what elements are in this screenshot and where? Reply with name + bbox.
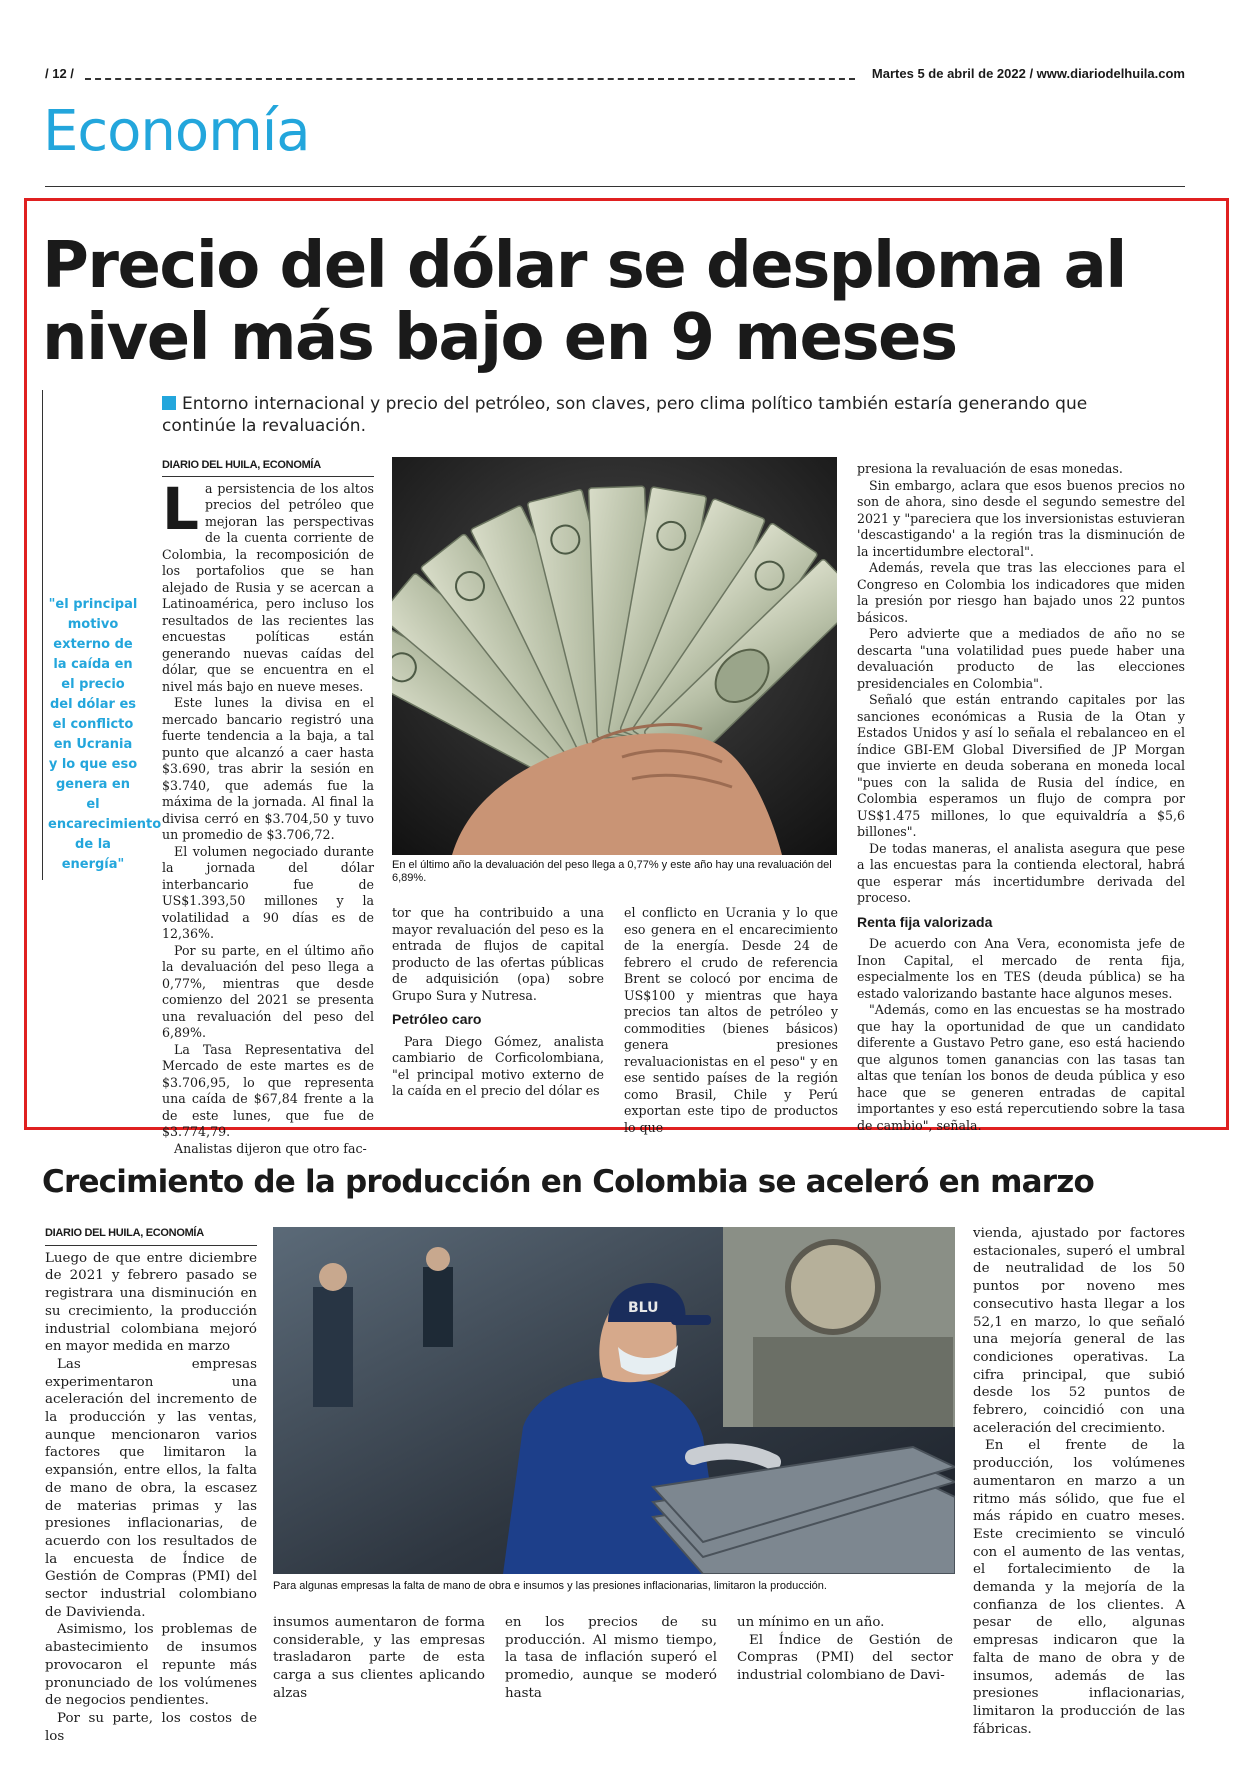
paragraph: Sin embargo, aclara que esos buenos precios no son de ahora, sino desde el segundo semestre del 2021 y "pareciera que los inversionistas estuvieran 'descastigando' a la región tras la disminución de la incertidumbre electoral". bbox=[857, 477, 1185, 559]
cap-text: BLU bbox=[628, 1300, 659, 1316]
subhead-renta-fija: Renta fija valorizada bbox=[857, 913, 993, 930]
paragraph: insumos aumentaron de forma considerable, y las empresas trasladaron parte de esta carga a sus clientes aplicando alzas bbox=[273, 1615, 485, 1701]
article1-col4 bbox=[857, 461, 1185, 1134]
paragraph: La persistencia de los altos precios del petróleo que mejoran las perspectivas de la cuenta corriente de Colombia, la recomposición de los portafolios que se han alejado de Rusia y se acercan a Latinoamérica, pero incluso los resultados de las recientes las encuestas políticas están generando nuevas caídas del dólar, que se encuentra en el nivel más bajo en nueve meses. bbox=[162, 474, 374, 694]
paragraph: Por su parte, los costos de los bbox=[45, 1710, 257, 1744]
byline: DIARIO DEL HUILA, ECONOMÍA bbox=[162, 457, 374, 477]
photo2-caption: Para algunas empresas la falta de mano de obra e insumos y las presiones inflacionarias, limitaron la producción. bbox=[273, 1580, 827, 1592]
article1-col3 bbox=[624, 905, 838, 1136]
article1-lead bbox=[162, 393, 1162, 437]
section-rule bbox=[45, 186, 1185, 187]
paragraph: tor que ha contribuido a una mayor revaluación del peso es la entrada de flujos de capital producto de las ofertas públicas de adquisición (opa) sobre Grupo Sura y Nutresa. bbox=[392, 905, 604, 1003]
header-rule bbox=[85, 78, 855, 80]
paragraph: De todas maneras, el analista asegura que pese a las encuestas para la contienda electoral, habrá que esperar más incertidumbre derivada del proceso. bbox=[857, 840, 1185, 905]
headline-line1: Precio del dólar se desploma al bbox=[42, 229, 1126, 303]
article2-col2 bbox=[273, 1614, 485, 1703]
dropcap: L bbox=[162, 474, 199, 543]
dollar-bills-photo bbox=[392, 457, 837, 855]
factory-worker-photo bbox=[273, 1227, 955, 1574]
paragraph: vienda, ajustado por factores estacionales, superó el umbral de neutralidad de los 50 puntos por noveno mes consecutivo hasta llegar a los 52,1 en marzo, lo que señaló una mejoría general de las condiciones operativas. La cifra principal, que subió desde los 52 puntos de febrero, coincidió con una aceleración del crecimiento. bbox=[973, 1226, 1185, 1436]
square-bullet-icon bbox=[162, 396, 176, 410]
article1-col2 bbox=[392, 905, 604, 1100]
paragraph: Asimismo, los problemas de abastecimiento de insumos provocaron el repunte más pronunciado de los volúmenes de negocios pendientes. bbox=[45, 1622, 257, 1709]
paragraph: El Índice de Gestión de Compras (PMI) del sector industrial colombiano de Davi- bbox=[737, 1632, 953, 1684]
paragraph: en los precios de su producción. Al mismo tiempo, la tasa de inflación superó el promedio, aunque se moderó hasta bbox=[505, 1615, 717, 1701]
headline-line2: nivel más bajo en 9 meses bbox=[42, 301, 957, 375]
article2-col1 bbox=[45, 1225, 257, 1745]
paragraph: Pero advierte que a mediados de año no se descarta "una volatilidad pues puede haber una devaluación producto de las elecciones presidenciales en Colombia". bbox=[857, 626, 1185, 691]
section-title: Economía bbox=[43, 99, 310, 164]
paragraph: "Además, como en las encuestas se ha mostrado que hay la oportunidad de que un candidato diferente a Gustavo Petro gane, eso está haciendo que algunos tomen ganancias con las tasas tan altas que tenían los bonos de deuda pública y eso hace que se generen entradas de capital importantes y eso está repercutiendo sobre la tasa de cambio", señala. bbox=[857, 1002, 1185, 1133]
article2-col4 bbox=[737, 1614, 953, 1685]
photo1-caption: En el último año la devaluación del peso llega a 0,77% y este año hay una revaluación del 6,89%. bbox=[392, 859, 832, 884]
paragraph: Este lunes la divisa en el mercado bancario registró una fuerte tendencia a la baja, a tal punto que alcanzó a caer hasta $3.690, tras abrir la sesión en $3.740, que además fue la máxima de la jornada. Al final la divisa cerró en $3.704,50 y tuvo un promedio de $3.706,72. bbox=[162, 695, 374, 842]
paragraph: Las empresas experimentaron una aceleración del incremento de la producción y las ventas, aunque mencionaron varios factores que limitaron la expansión, entre ellos, la falta de mano de obra, la escasez de materias primas y las presiones inflacionarias, de acuerdo con los resultados de la encuesta de Índice de Gestión de Compras (PMI) del sector industrial colombiano de Davivienda. bbox=[45, 1356, 257, 1620]
article1-headline bbox=[42, 230, 1192, 374]
article1-col1 bbox=[162, 457, 374, 1157]
photo-dollars-illustration bbox=[392, 457, 837, 855]
article2-col5 bbox=[973, 1225, 1185, 1738]
page-number: / 12 / bbox=[45, 66, 74, 81]
paragraph: un mínimo en un año. bbox=[737, 1615, 885, 1630]
paragraph: En el frente de la producción, los volúmenes aumentaron en marzo a un ritmo más sólido, que fue el más rápido en cuatro meses. Este crecimiento se vinculó con el aumento de las ventas, el fortalecimiento de la demanda y la mejoría de la confianza de los clientes. A pesar de ello, algunas empresas indicaron que la falta de mano de obra y de insumos, además de las presiones inflacionarias, limitaron la producción de las fábricas. bbox=[973, 1438, 1185, 1737]
lead-text: Entorno internacional y precio del petróleo, son claves, pero clima político también estaría generando que continúe la revaluación. bbox=[162, 394, 1088, 436]
byline: DIARIO DEL HUILA, ECONOMÍA bbox=[45, 1225, 257, 1246]
paragraph: La Tasa Representativa del Mercado de este martes es de $3.706,95, lo que representa una caída de $67,84 frente a la de este lunes, que fue de $3.774,79. bbox=[162, 1041, 374, 1139]
paragraph: Para Diego Gómez, analista cambiario de Corficolombiana, "el principal motivo externo de la caída en el precio del dólar es bbox=[392, 1033, 604, 1098]
paragraph: el conflicto en Ucrania y lo que eso genera en el encarecimiento de la energía. Desde 24 de febrero el crudo de referencia Brent se colocó por encima de US$100 y mientras que haya precios tan altos de petróleo y commodities (bienes básicos) genera presiones revaluacionistas en el peso" y en ese sentido países de la región como Brasil, Chile y Perú exportan este tipo de productos lo que bbox=[624, 905, 838, 1135]
date-site: Martes 5 de abril de 2022 / www.diariodelhuila.com bbox=[871, 66, 1185, 81]
subhead-petroleo: Petróleo caro bbox=[392, 1011, 482, 1027]
paragraph: Luego de que entre diciembre de 2021 y febrero pasado se registrara una disminución en su crecimiento, la producción industrial colombiana mejoró en mayor medida en marzo bbox=[45, 1250, 257, 1355]
article2-headline: Crecimiento de la producción en Colombia se aceleró en marzo bbox=[42, 1164, 1094, 1200]
pull-quote-rule bbox=[42, 390, 43, 880]
page-header bbox=[45, 66, 1185, 86]
paragraph: Además, revela que tras las elecciones para el Congreso en Colombia los indicadores que miden la presión por riesgo han bajado unos 22 puntos básicos. bbox=[857, 560, 1185, 625]
paragraph: Por su parte, en el último año la devaluación del peso llega a 0,77%, mientras que desde comienzo del 2021 se presenta una revaluación del peso del 6,89%. bbox=[162, 942, 374, 1040]
photo-factory-illustration bbox=[273, 1227, 955, 1574]
pull-quote: "el principal motivo externo de la caída en el precio del dólar es el conflicto en Ucrania y lo que eso genera en el encarecimiento de la energía" bbox=[48, 597, 162, 872]
paragraph: presiona la revaluación de esas monedas. bbox=[857, 461, 1123, 476]
article2-col3 bbox=[505, 1614, 717, 1703]
paragraph: Señaló que están entrando capitales por las sanciones económicas a Rusia de la Otan y Estados Unidos y así lo señala el rebalanceo en el índice GBI-EM Global Diversified de JP Morgan que invierte en deuda soberana en moneda local "pues con la salida de Rusia del índice, en Colombia esperamos un flujo de compra por US$1.475 millones, lo que equivaldría a $5,6 billones". bbox=[857, 692, 1185, 839]
paragraph: De acuerdo con Ana Vera, economista jefe de Inon Capital, el mercado de renta fija, especialmente los en TES (deuda pública) se ha estado valorizando bastante hace algunos meses. bbox=[857, 936, 1185, 1001]
paragraph: El volumen negociado durante la jornada del dólar interbancario fue de US$1.393,50 millones y la volatilidad a 90 días es de 12,36%. bbox=[162, 843, 374, 941]
paragraph: Analistas dijeron que otro fac- bbox=[174, 1140, 367, 1156]
